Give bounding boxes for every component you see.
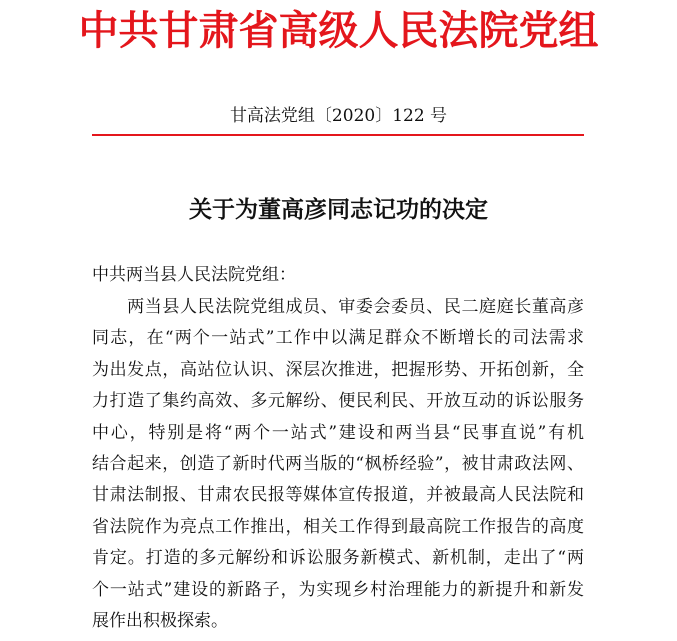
body-paragraph bbox=[92, 292, 584, 637]
body-line: 甘肃法制报、甘肃农民报等媒体宣传报道，并被最高人民法院和 bbox=[92, 485, 584, 506]
body-line: 结合起来，创造了新时代两当版的“枫桥经验”，被甘肃政法网、 bbox=[92, 453, 584, 474]
body-line: 个一站式”建设的新路子，为实现乡村治理能力的新提升和新发 bbox=[92, 579, 584, 600]
body-line: 为出发点，高站位认识、深层次推进，把握形势、开拓创新，全 bbox=[92, 359, 584, 380]
body-line: 肯定。打造的多元解纷和诉讼服务新模式、新机制，走出了“两 bbox=[92, 548, 584, 569]
body-line: 力打造了集约高效、多元解纷、便民利民、开放互动的诉讼服务 bbox=[92, 391, 584, 412]
body-line: 同志，在“两个一站式”工作中以满足群众不断增长的司法需求 bbox=[92, 328, 584, 349]
body-line: 中心，特别是将“两个一站式”建设和两当县“民事直说”有机 bbox=[92, 422, 584, 443]
body-line: 省法院作为亮点工作推出，相关工作得到最高院工作报告的高度 bbox=[92, 516, 584, 537]
salutation: 中共两当县人民法院党组： bbox=[92, 265, 296, 285]
body-line: 展作出积极探索。 bbox=[92, 610, 228, 631]
document-number: 甘高法党组〔2020〕122 号 bbox=[229, 106, 448, 126]
issuing-organization-header: 中共甘肃省高级人民法院党组 bbox=[78, 8, 599, 54]
document-title: 关于为董高彦同志记功的决定 bbox=[189, 196, 488, 223]
red-divider-rule bbox=[92, 134, 584, 136]
body-line: 两当县人民法院党组成员、审委会委员、民二庭庭长董高彦 bbox=[92, 297, 584, 317]
